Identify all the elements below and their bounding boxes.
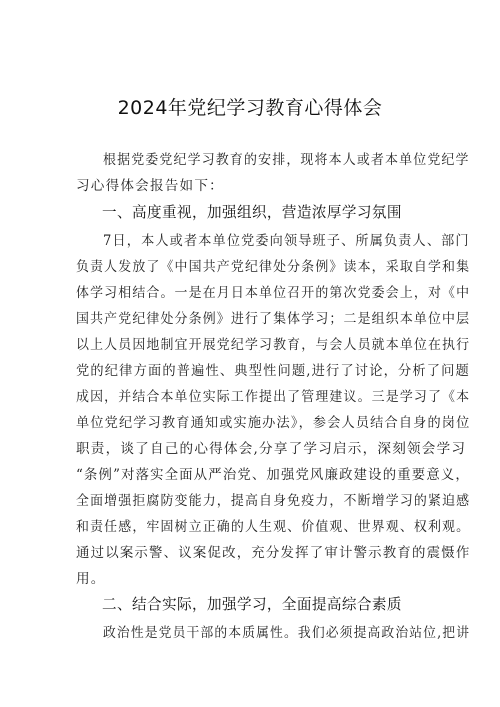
section-heading-1: 一、高度重视，加强组织，营造浓厚学习氛围	[102, 204, 402, 221]
intro-line: 根据党委党纪学习教育的安排，现将本人或者本单位党纪学	[103, 152, 470, 168]
paragraph-line: 党的纪律方面的普遍性、典型性问题,进行了讨论，分析了问题	[76, 363, 470, 379]
paragraph-line: 用。	[76, 571, 106, 587]
paragraph-line: 单位党纪学习教育通知或实施办法》，参会人员结合自身的岗位	[76, 415, 471, 431]
intro-line: 习心得体会报告如下：	[76, 178, 224, 194]
paragraph-line: 以上人员因地制宜开展党纪学习教育，与会人员就本单位在执行	[76, 337, 471, 353]
paragraph-line: 成因，并结合本单位实际工作提出了管理建议。三是学习了《本	[76, 389, 471, 405]
document-title: 2024年党纪学习教育心得体会	[117, 97, 383, 119]
section-heading-2: 二、结合实际，加强学习，全面提高综合素质	[102, 596, 402, 613]
paragraph-line: 全面增强拒腐防变能力，提高自身免疫力，不断增学习的紧迫感	[76, 493, 471, 509]
paragraph-line: 7日，本人或者本单位党委向领导班子、所属负责人、部门	[103, 233, 470, 249]
paragraph-line: 国共产党纪律处分条例》进行了集体学习；二是组织本单位中层	[76, 311, 471, 327]
paragraph-line: 政治性是党员干部的本质属性。我们必须提高政治站位,把讲	[103, 625, 471, 641]
paragraph-line: 职责，谈了自己的心得体会,分享了学习启示，深刻领会学习	[76, 441, 467, 457]
paragraph-line: 通过以案示警、议案促改，充分发挥了审计警示教育的震慑作	[76, 545, 471, 561]
paragraph-line: 体学习相结合。一是在月日本单位召开的第次党委会上，对《中	[76, 285, 471, 301]
paragraph-line: 负责人发放了《中国共产党纪律处分条例》读本，采取自学和集	[76, 259, 471, 275]
paragraph-line: “条例”对落实全面从严治党、加强党风廉政建设的重要意义，	[76, 467, 470, 483]
paragraph-line: 和责任感，牢固树立正确的人生观、价值观、世界观、权利观。	[76, 519, 471, 535]
